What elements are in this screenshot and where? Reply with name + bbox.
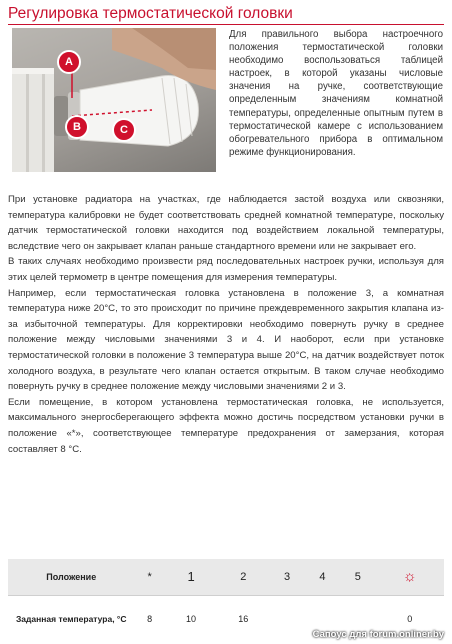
intro-text: Для правильного выбора настроечного положения термостатической головки необходимо воспользоваться таблицей настроек, в которой указаны числовые значения на ручке, соответствующие определенным значениям комнатной температуры, определенные опытным путем в термостатической камере с использованием обогревательного прибора в оптимальном режиме функционирования. (229, 29, 443, 158)
sun-icon: ☼ (402, 568, 417, 586)
body-text (8, 192, 444, 457)
paragraph: Если помещение, в котором установлена термостатическая головка, не используется, максимального энергосберегающего эффекта можно достичь посредством установки ручки в положение «*», соответствующее температуре предохранения от замерзания, которая составляет 8 °С. (8, 396, 444, 455)
table-cell: 0 (407, 614, 413, 625)
marker-c: C (112, 118, 136, 142)
title-divider (8, 24, 444, 25)
column-header: 2 (240, 570, 247, 583)
thermostat-photo (12, 28, 216, 172)
radiator-shape (12, 68, 54, 172)
column-header-position: Положение (46, 571, 97, 582)
table-cell: 16 (238, 614, 249, 625)
watermark: Сапоус для forum.onliner.by (312, 629, 444, 640)
table-cell: 8 (147, 614, 153, 625)
marker-b: B (65, 115, 89, 139)
page-title: Регулировка термостатической головки (8, 5, 293, 22)
row-label: Заданная температура, °С (15, 614, 127, 625)
column-header: 1 (187, 569, 195, 585)
paragraph: В таких случаях необходимо произвести ряд последовательных настроек ручки, используя для этих целей термометр в центре помещения для измерения температуры. (8, 256, 444, 283)
column-header: 4 (319, 570, 326, 583)
column-header: 3 (284, 570, 291, 583)
paragraph: При установке радиатора на участках, где наблюдается застой воздуха или сквозняки, температура калибровки не будет соответствовать средней комнатной температуре, поскольку датчик термостатической головки находится под воздействием локальной температуры, вследствие чего он закрывает клапан раньше стандартного времени или не закрывает его. (8, 194, 444, 252)
column-header: * (147, 570, 152, 583)
table-header-row (8, 559, 444, 595)
column-header: 5 (354, 570, 361, 583)
table-cell: 10 (186, 614, 197, 625)
thermostat-illustration (12, 28, 216, 172)
marker-a: A (57, 50, 81, 74)
paragraph: Например, если термостатическая головка установлена в положение 3, а комнатная температура ниже 20°С, то это происходит по причине преждевременного закрытия клапана из-за избыточной температуры. Для корректировки необходимо повернуть ручку в среднее положение между числовыми значениями 3 и 4. И наоборот, если при установке термостатической головки в положение 3 температура выше 20°С, на датчик воздействует поток холодного воздуха, в результате чего клапан остается открытым. В таком случае необходимо повернуть ручку в среднее положение между числовыми значениями 2 и 3. (8, 287, 444, 393)
table-cell (269, 595, 304, 643)
